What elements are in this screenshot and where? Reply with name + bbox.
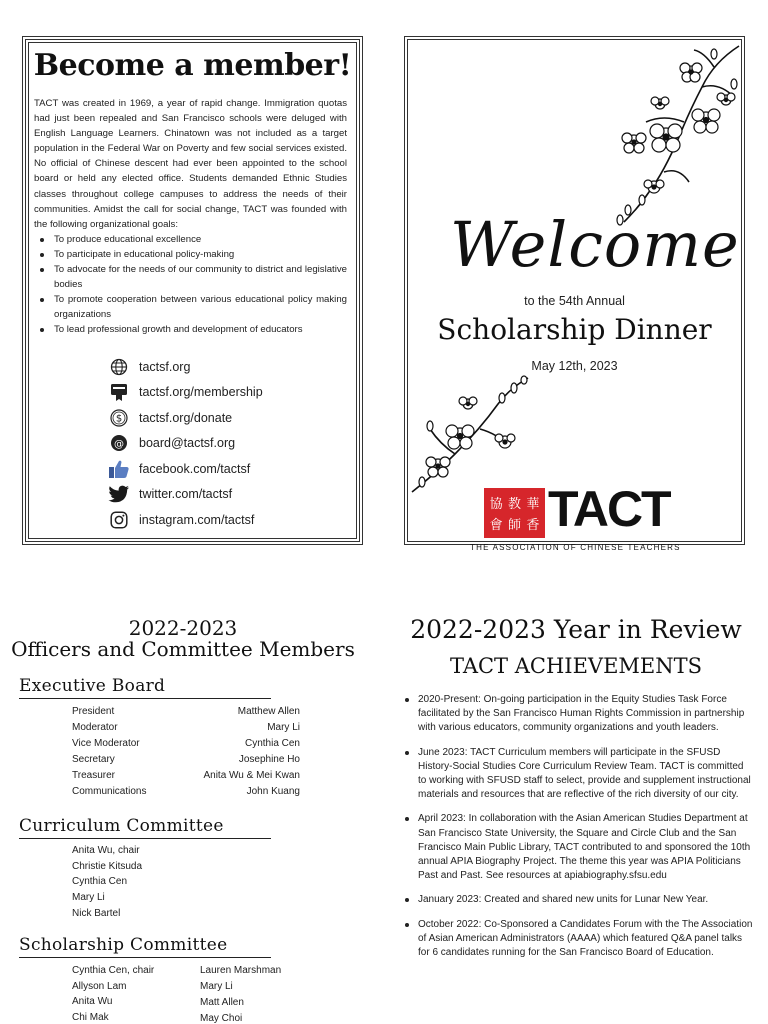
goal-item: To produce educational excellence bbox=[34, 232, 347, 247]
officer-name: John Kuang bbox=[246, 786, 300, 797]
seal-char: 香 bbox=[526, 518, 540, 533]
achievement-item: October 2022: Co-Sponsored a Candidates Forum with the The Association of Asian American Administrators (AAAA) which featured Q&A panel talks for 6 candidates running for the San Francisco Board of Education. bbox=[403, 918, 753, 961]
goal-item: To advocate for the needs of our community to district and legislative bodies bbox=[34, 262, 347, 292]
list-item: Mary Li bbox=[72, 892, 105, 904]
role: Moderator bbox=[72, 722, 118, 733]
event-title: Scholarship Dinner bbox=[437, 313, 712, 346]
review-title: 2022-2023 Year in Review bbox=[410, 615, 742, 644]
seal-char: 會 bbox=[489, 518, 503, 533]
achievement-item: January 2023: Created and shared new units for Lunar New Year. bbox=[403, 893, 753, 907]
table-row bbox=[72, 704, 300, 720]
achievement-item: June 2023: TACT Curriculum members will participate in the SFUSD History-Social Studies Core Curriculum Review Team. TACT is committed to working with SFUSD staff to select, provide and supplement instructional materials and resources that are reflective of the rich diversity of our city. bbox=[403, 746, 753, 803]
tact-caption: THE ASSOCIATION OF CHINESE TEACHERS bbox=[470, 543, 681, 552]
contact-twitter[interactable] bbox=[108, 482, 263, 508]
globe-icon bbox=[108, 357, 130, 377]
officers-title: Officers and Committee Members bbox=[11, 637, 355, 661]
role: Communications bbox=[72, 786, 147, 797]
table-row bbox=[72, 784, 300, 800]
tact-seal-logo bbox=[484, 488, 545, 538]
officer-name: Mary Li bbox=[267, 722, 300, 733]
event-date: May 12th, 2023 bbox=[531, 359, 618, 373]
officers-year: 2022-2023 bbox=[128, 616, 238, 640]
contact-list bbox=[108, 354, 263, 533]
list-item: Mary Li bbox=[200, 981, 233, 992]
role: President bbox=[72, 706, 115, 717]
list-item: Matt Allen bbox=[200, 997, 244, 1008]
seal-char: 協 bbox=[489, 497, 503, 512]
curriculum-members bbox=[72, 843, 142, 921]
curriculum-committee-heading: Curriculum Committee bbox=[19, 816, 224, 836]
scholarship-committee-heading: Scholarship Committee bbox=[19, 935, 228, 955]
goal-item: To promote cooperation between various educational policy making organizations bbox=[34, 292, 347, 322]
seal-char: 師 bbox=[507, 518, 521, 533]
table-row bbox=[72, 768, 300, 784]
achievement-item: April 2023: In collaboration with the Asian American Studies Department at San Francisco State University, the Square and Circle Club and the San Francisco Main Public Library, TACT contributed to and sponsored the 10th annual APIA Biography Project. The theme this year was APIA Politicians Past and Past. See resources at apiabiography.sfsu.edu bbox=[403, 812, 753, 883]
scholarship-committee-rule bbox=[19, 957, 271, 958]
role: Treasurer bbox=[72, 770, 115, 781]
contact-email-text[interactable]: board@tactsf.org bbox=[139, 436, 236, 451]
contact-membership[interactable] bbox=[108, 380, 263, 406]
role: Secretary bbox=[72, 754, 115, 765]
contact-instagram[interactable] bbox=[108, 507, 263, 533]
contact-website[interactable] bbox=[108, 354, 263, 380]
contact-twitter-text[interactable]: twitter.com/tactsf bbox=[139, 487, 233, 502]
officer-name: Anita Wu & Mei Kwan bbox=[203, 770, 300, 781]
officer-name: Cynthia Cen bbox=[244, 738, 300, 749]
twitter-bird-icon bbox=[108, 484, 130, 504]
contact-facebook[interactable] bbox=[108, 456, 263, 482]
goal-item: To participate in educational policy-making bbox=[34, 247, 347, 262]
instagram-icon bbox=[108, 510, 130, 530]
scholarship-members-col1 bbox=[72, 963, 154, 1024]
goals-list bbox=[34, 232, 347, 338]
contact-email[interactable] bbox=[108, 431, 263, 457]
welcome-script: Welcome bbox=[450, 208, 740, 281]
contact-donate-text[interactable]: tactsf.org/donate bbox=[139, 410, 233, 425]
curriculum-committee-rule bbox=[19, 838, 271, 839]
membership-intro: TACT was created in 1969, a year of rapid change. Immigration quotas had just been repealed and San Francisco schools were deluged with English Language Learners. Chinatown was not included as a target population in the Federal War on Poverty and few social services existed. No official of Chinese descent had ever been appointed to the school board or held any elected office. Students demanded Ethnic Studies classes throughout college campuses to address the needs of their communities. Amidst the call for social change, TACT was founded with the following organizational goals: bbox=[34, 98, 347, 230]
list-item: Cynthia Cen, chair bbox=[72, 965, 155, 976]
table-row bbox=[72, 720, 300, 736]
list-item: May Choi bbox=[200, 1013, 243, 1024]
tact-wordmark: TACT bbox=[548, 481, 670, 537]
table-row bbox=[72, 736, 300, 752]
cover-subtitle: to the 54th Annual bbox=[524, 294, 625, 308]
facebook-like-icon bbox=[108, 459, 130, 479]
membership-card-icon bbox=[108, 382, 130, 402]
dollar-coin-icon bbox=[108, 408, 130, 428]
list-item: Chi Mak bbox=[72, 1012, 109, 1024]
achievements-list bbox=[403, 693, 753, 970]
list-item: Nick Bartel bbox=[72, 907, 121, 919]
executive-board-heading: Executive Board bbox=[19, 676, 166, 696]
executive-board-rule bbox=[19, 698, 271, 699]
blossom-branch-top-illustration bbox=[594, 42, 744, 232]
contact-website-text[interactable]: tactsf.org bbox=[139, 359, 191, 374]
achievement-item: 2020-Present: On-going participation in the Equity Studies Task Force facilitated by the San Francisco Human Rights Commission in partnership with various educators, community organizations and youth leaders. bbox=[403, 693, 753, 736]
list-item: Lauren Marshman bbox=[200, 965, 282, 976]
list-item: Allyson Lam bbox=[72, 980, 127, 992]
list-item: Anita Wu, chair bbox=[72, 845, 140, 856]
svg-text:$: $ bbox=[115, 413, 123, 425]
officer-name: Josephine Ho bbox=[238, 754, 300, 765]
achievements-heading: TACT ACHIEVEMENTS bbox=[449, 654, 703, 678]
blossom-branch-bottom-illustration bbox=[410, 374, 535, 494]
officer-name: Matthew Allen bbox=[237, 706, 300, 717]
list-item: Christie Kitsuda bbox=[72, 860, 143, 872]
contact-instagram-text[interactable]: instagram.com/tactsf bbox=[139, 512, 255, 527]
list-item: Anita Wu bbox=[72, 996, 113, 1008]
role: Vice Moderator bbox=[72, 738, 140, 749]
seal-char: 華 bbox=[526, 497, 540, 512]
goal-item: To lead professional growth and development of educators bbox=[34, 322, 347, 337]
table-row bbox=[72, 752, 300, 768]
executive-board-table bbox=[72, 704, 300, 800]
list-item: Cynthia Cen bbox=[72, 876, 128, 888]
contact-facebook-text[interactable]: facebook.com/tactsf bbox=[139, 461, 251, 476]
cover-panel bbox=[404, 36, 745, 552]
membership-title: Become a member! bbox=[33, 48, 352, 83]
contact-membership-text[interactable]: tactsf.org/membership bbox=[139, 385, 263, 400]
scholarship-members-col2 bbox=[200, 963, 281, 1024]
seal-char: 教 bbox=[507, 497, 521, 512]
at-sign-icon bbox=[108, 433, 130, 453]
membership-body bbox=[34, 96, 347, 338]
svg-text:@: @ bbox=[114, 439, 124, 451]
contact-donate[interactable] bbox=[108, 405, 263, 431]
membership-panel bbox=[22, 36, 363, 545]
